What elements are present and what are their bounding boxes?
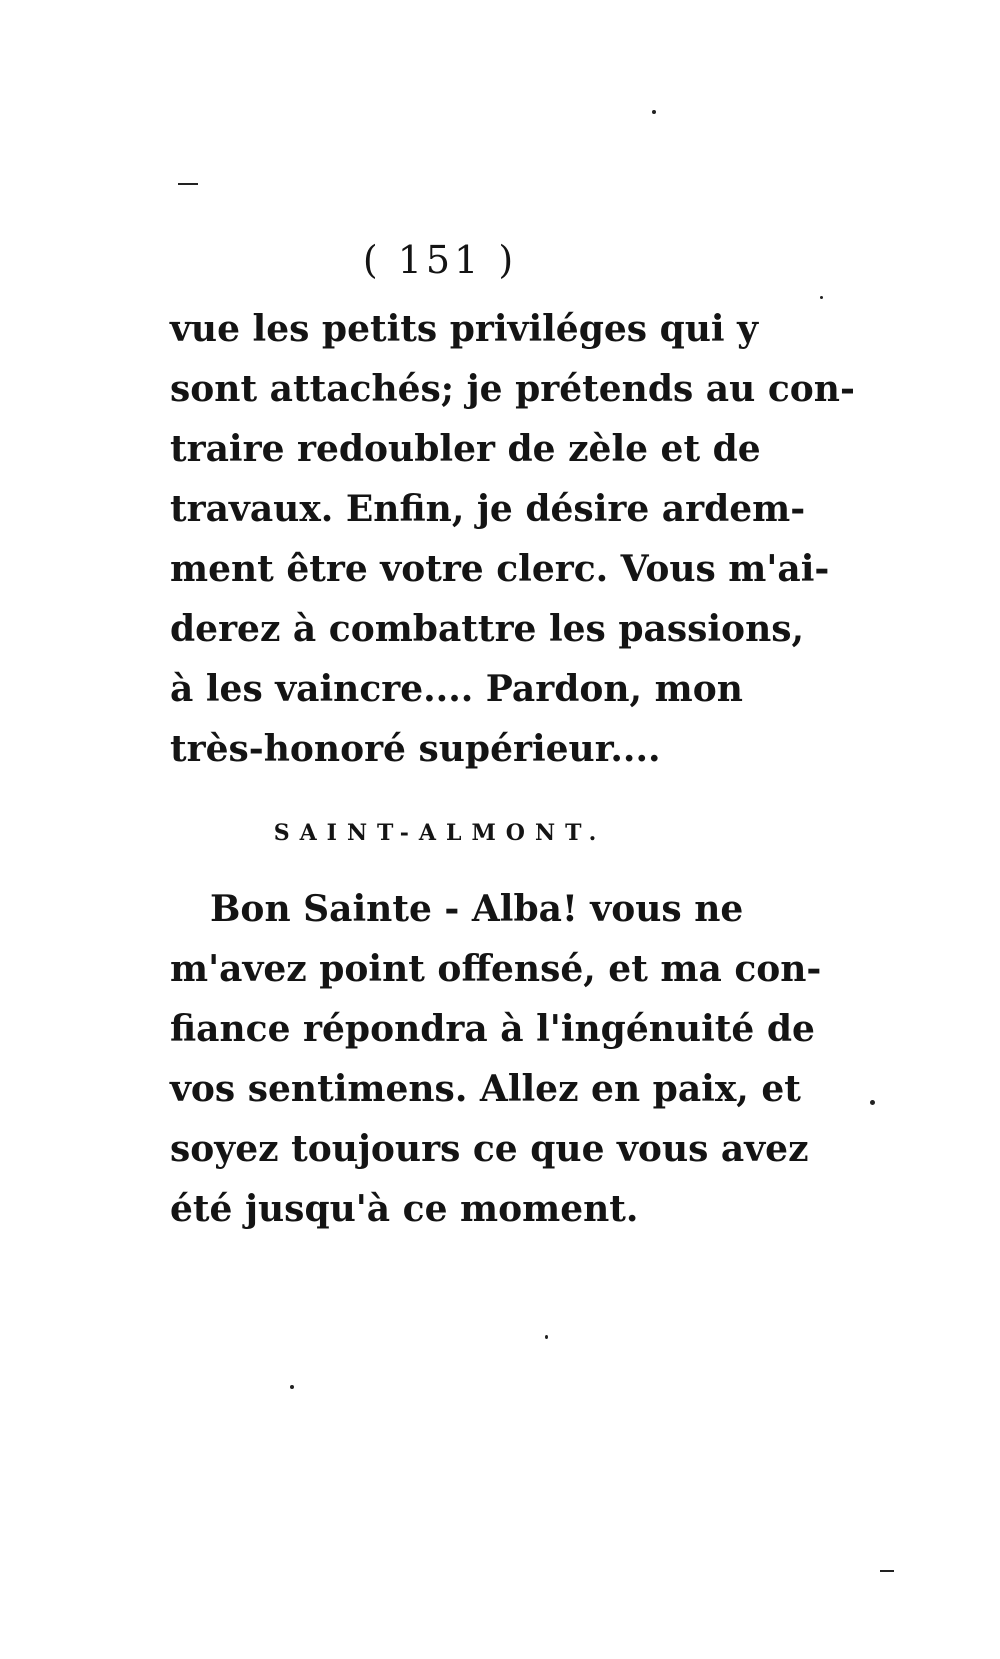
- text-line: ment être votre clerc. Vous m'ai-: [170, 548, 830, 590]
- text-line: m'avez point offensé, et ma con-: [170, 948, 822, 990]
- ink-speck: [290, 1385, 294, 1389]
- text-line: soyez toujours ce que vous avez: [170, 1128, 809, 1170]
- text-line: travaux. Enfin, je désire ardem-: [170, 488, 806, 530]
- text-line: derez à combattre les passions,: [170, 608, 805, 650]
- text-line: vos sentimens. Allez en paix, et: [170, 1068, 801, 1110]
- text-line: fiance répondra à l'ingénuité de: [170, 1008, 815, 1050]
- text-line: Bon Sainte - Alba! vous ne: [210, 888, 744, 930]
- speaker-name: SAINT-ALMONT.: [273, 820, 607, 846]
- ink-mark: [178, 183, 198, 185]
- text-line: à les vaincre.... Pardon, mon: [170, 668, 743, 710]
- text-line: été jusqu'à ce moment.: [170, 1188, 639, 1230]
- ink-speck: [820, 296, 823, 299]
- text-line: vue les petits priviléges qui y: [170, 308, 759, 350]
- ink-speck: [545, 1335, 548, 1339]
- text-line: traire redoubler de zèle et de: [170, 428, 761, 470]
- text-line: sont attachés; je prétends au con-: [170, 368, 855, 410]
- ink-speck: [652, 110, 656, 114]
- ink-mark: [880, 1570, 894, 1572]
- page-number: ( 151 ): [362, 238, 518, 282]
- ink-speck: [870, 1100, 875, 1105]
- text-line: très-honoré supérieur....: [170, 728, 661, 770]
